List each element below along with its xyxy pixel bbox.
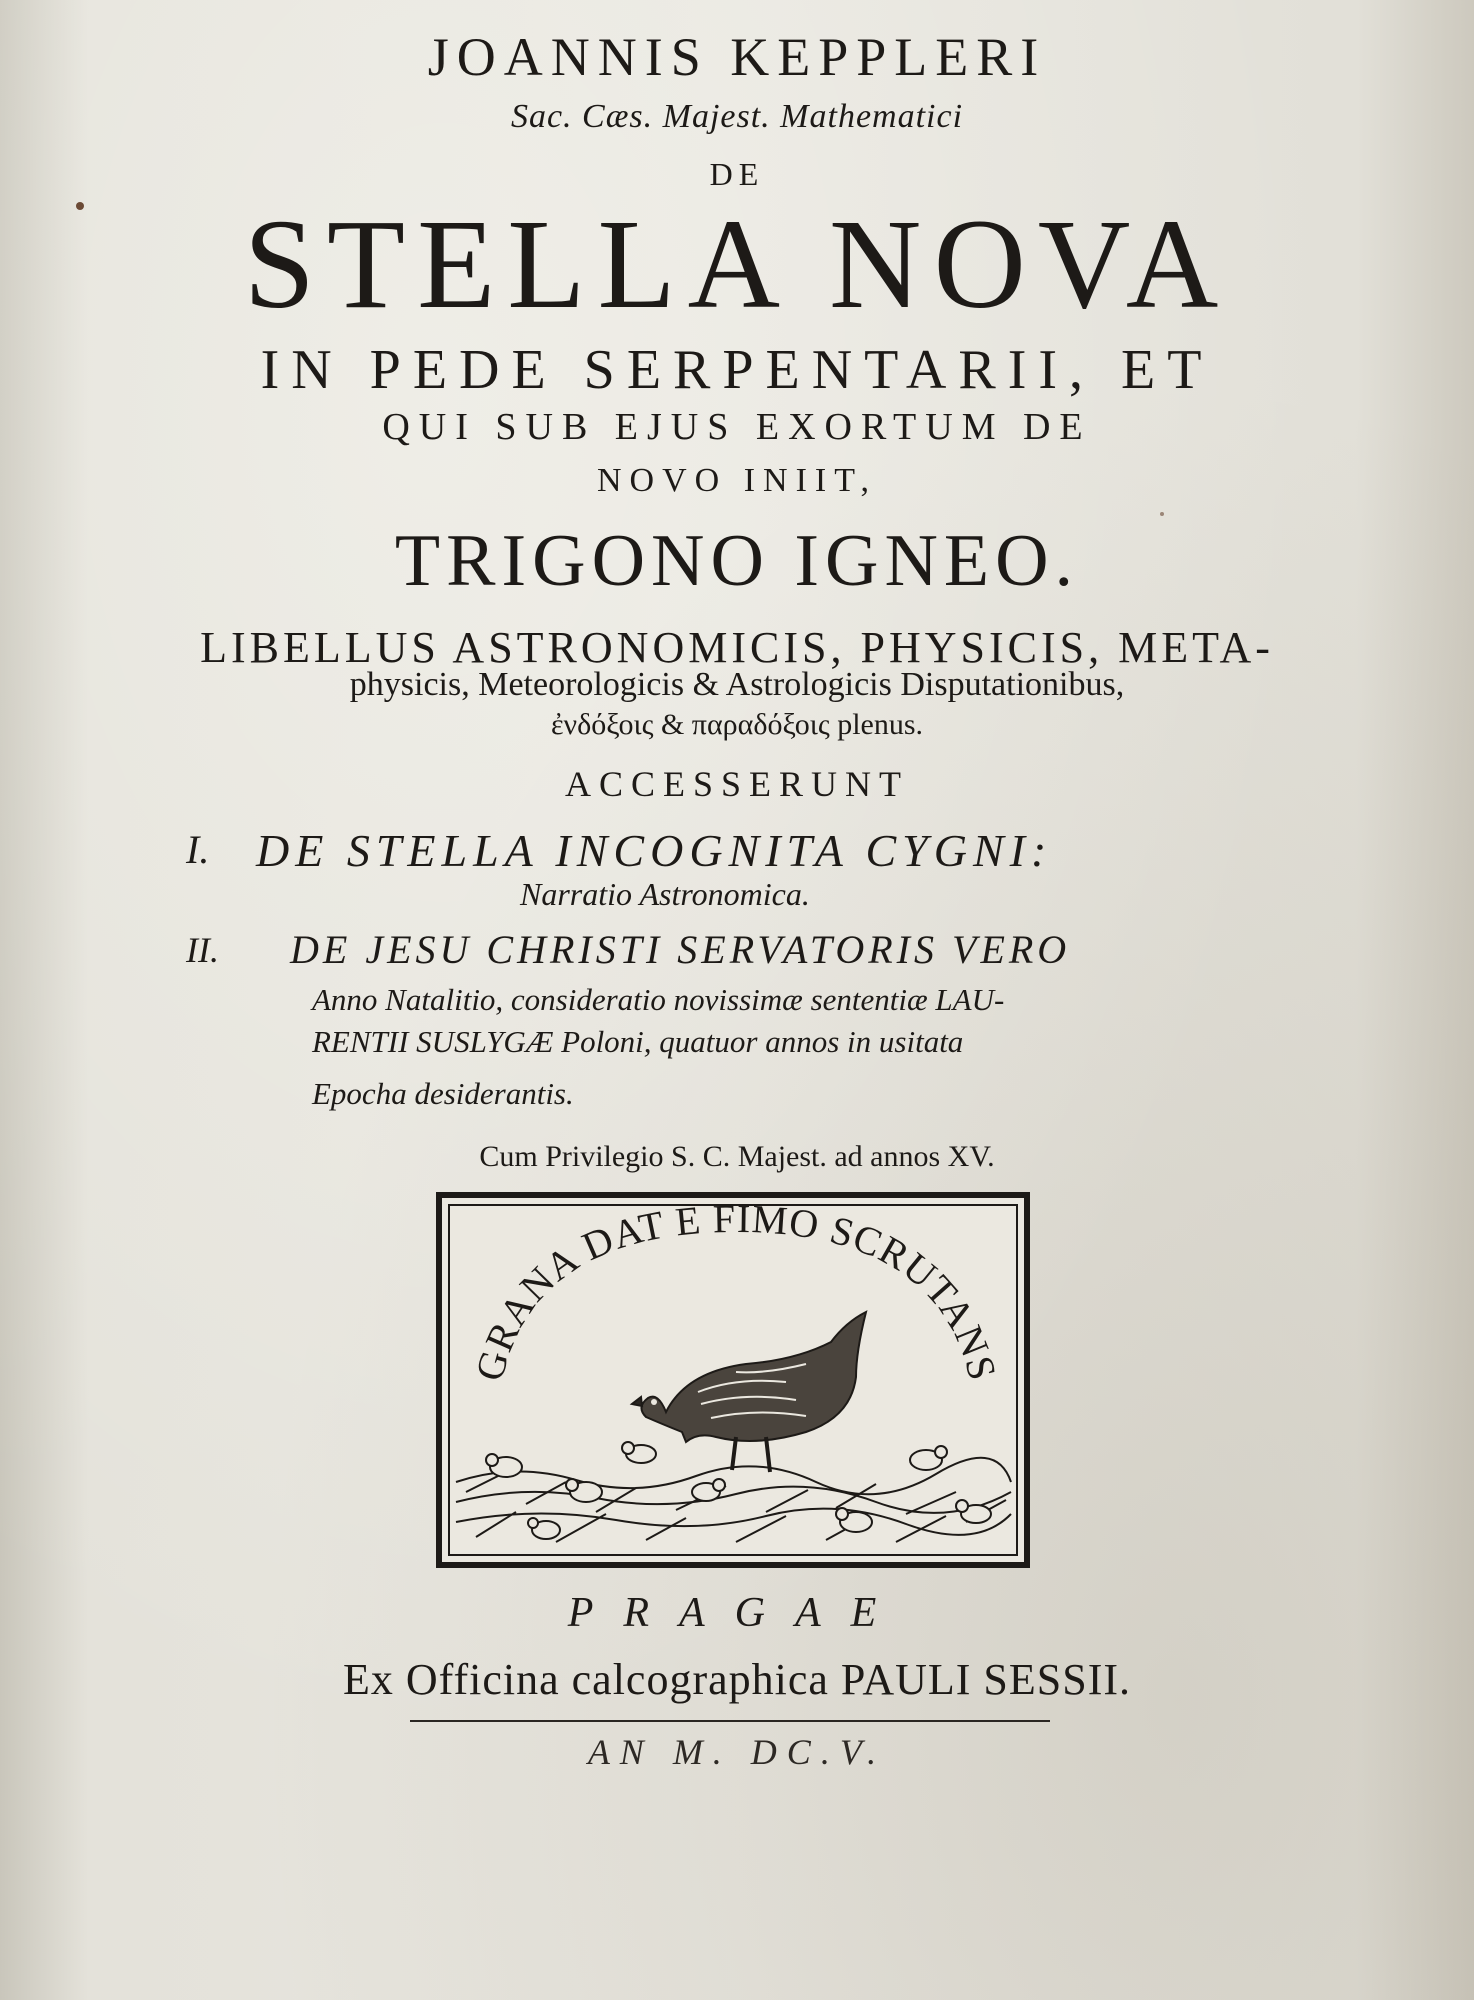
item-title: DE JESU CHRISTI SERVATORIS VERO xyxy=(290,927,1071,972)
description-line: ἐνδόξοις & παραδόξοις plenus. xyxy=(550,708,924,741)
item-text-line: RENTII SUSLYGÆ Poloni, quatuor annos in usitata xyxy=(312,1024,964,1059)
author-title: Sac. Cæs. Majest. Mathematici xyxy=(510,98,964,135)
imprint-city: PRAGAE xyxy=(567,1590,907,1636)
woodcut-motto: GRANA DAT E FIMO SCRUTANS xyxy=(466,1195,1006,1386)
privilege-notice: Cum Privilegio S. C. Majest. ad annos XV. xyxy=(479,1140,995,1173)
subtitle-line: TRIGONO IGNEO. xyxy=(394,520,1080,602)
title-preposition: DE xyxy=(709,156,765,192)
item-text-line: Epocha desiderantis. xyxy=(312,1076,574,1111)
item-number: II. xyxy=(186,930,219,970)
ink-spot xyxy=(1160,512,1164,516)
imprint-rule xyxy=(410,1720,1050,1722)
subtitle-line: IN PEDE SERPENTARII, ET xyxy=(260,339,1214,401)
imprint-date: AN M. DC.V. xyxy=(587,1732,887,1772)
item-subtitle: Narratio Astronomica. xyxy=(520,876,810,912)
subtitle-line: QUI SUB EJUS EXORTUM DE xyxy=(382,406,1092,448)
item-text-line: Anno Natalitio, consideratio novissimæ sententiæ LAU- xyxy=(312,982,1005,1017)
imprint-printer: Ex Officina calcographica PAULI SESSII. xyxy=(342,1655,1132,1704)
printers-device-woodcut xyxy=(436,1192,1030,1568)
accesserunt-heading: ACCESSERUNT xyxy=(564,764,910,804)
author-name: JOANNIS KEPPLERI xyxy=(427,27,1047,87)
description-line: physicis, Meteorologicis & Astrologicis Disputationibus, xyxy=(349,666,1125,703)
item-title: DE STELLA INCOGNITA CYGNI: xyxy=(256,825,1053,876)
description-line: LIBELLUS ASTRONOMICIS, PHYSICIS, META- xyxy=(200,623,1274,672)
main-title: STELLA NOVA xyxy=(243,193,1231,335)
item-number: I. xyxy=(186,827,210,872)
subtitle-line: NOVO INIIT, xyxy=(597,462,877,499)
